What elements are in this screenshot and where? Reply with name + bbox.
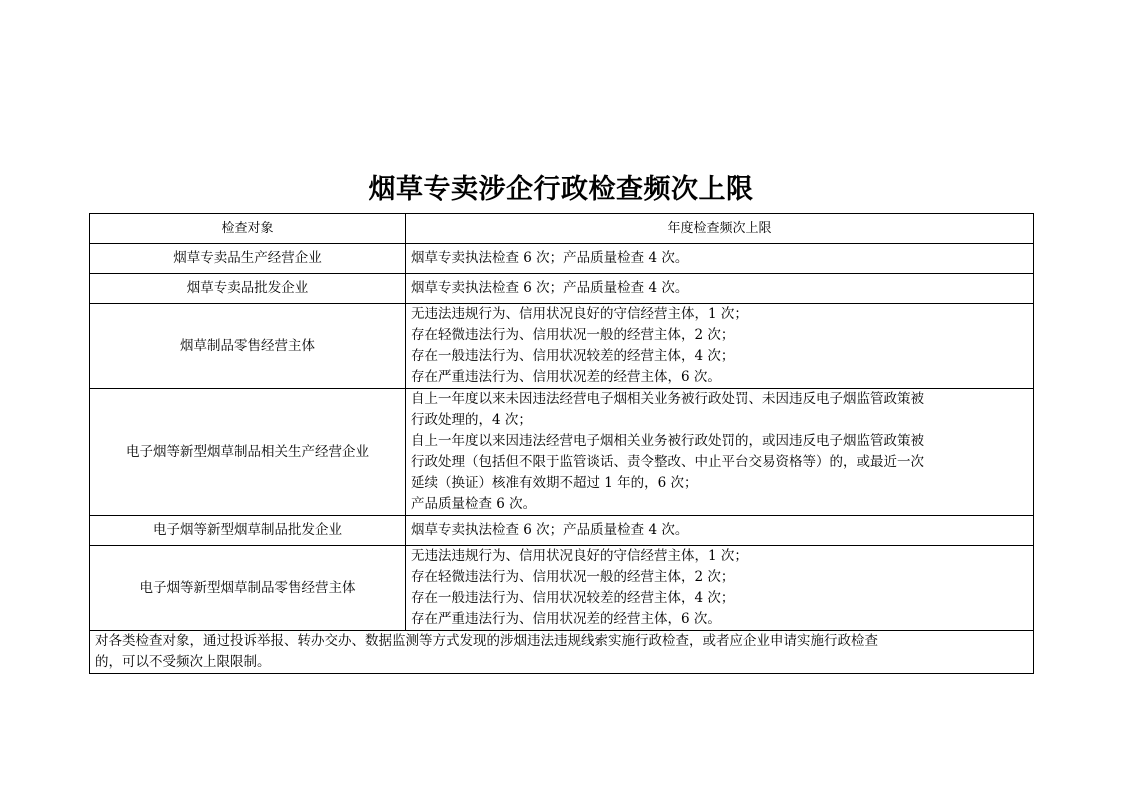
table-header-row (90, 214, 1034, 244)
limit-line: 自上一年度以来因违法经营电子烟相关业务被行政处罚的，或因违反电子烟监管政策被 (411, 433, 924, 449)
limit-line: 自上一年度以来未因违法经营电子烟相关业务被行政处罚、未因违反电子烟监管政策被 (411, 391, 924, 407)
limit-line: 烟草专卖执法检查 6 次；产品质量检查 4 次。 (411, 280, 689, 296)
table-row (90, 516, 1034, 546)
table-row (90, 274, 1034, 304)
row-object-cell: 电子烟等新型烟草制品批发企业 (90, 516, 406, 546)
inspection-frequency-table (89, 213, 1034, 674)
column-header-object: 检查对象 (90, 214, 406, 244)
table-note (90, 631, 1034, 674)
limit-line: 存在轻微违法行为、信用状况一般的经营主体，2 次； (411, 569, 735, 585)
row-limit-cell (406, 389, 1034, 516)
limit-line: 存在一般违法行为、信用状况较差的经营主体，4 次； (411, 590, 735, 606)
row-object-cell: 烟草专卖品批发企业 (90, 274, 406, 304)
column-header-limit: 年度检查频次上限 (406, 214, 1034, 244)
row-limit-cell (406, 244, 1034, 274)
limit-line: 烟草专卖执法检查 6 次；产品质量检查 4 次。 (411, 250, 689, 266)
note-line: 对各类检查对象，通过投诉举报、转办交办、数据监测等方式发现的涉烟违法违规线索实施行政检查，或者应企业申请实施行政检查 (95, 633, 878, 649)
table-note-row (90, 631, 1034, 674)
limit-line: 存在严重违法行为、信用状况差的经营主体，6 次。 (411, 611, 721, 627)
table-row (90, 389, 1034, 516)
limit-line: 行政处理的，4 次； (411, 412, 532, 428)
row-object-cell: 电子烟等新型烟草制品零售经营主体 (90, 546, 406, 631)
limit-line: 延续（换证）核准有效期不超过 1 年的，6 次； (411, 475, 698, 491)
table-row (90, 546, 1034, 631)
row-limit-cell (406, 546, 1034, 631)
row-limit-cell (406, 274, 1034, 304)
limit-line: 存在严重违法行为、信用状况差的经营主体，6 次。 (411, 369, 721, 385)
note-line: 的，可以不受频次上限限制。 (95, 654, 271, 670)
limit-line: 无违法违规行为、信用状况良好的守信经营主体，1 次； (411, 548, 748, 564)
limit-line: 产品质量检查 6 次。 (411, 496, 537, 512)
row-limit-cell (406, 304, 1034, 389)
table-row (90, 304, 1034, 389)
page-title: 烟草专卖涉企行政检查频次上限 (368, 174, 754, 205)
row-object-cell: 烟草专卖品生产经营企业 (90, 244, 406, 274)
limit-line: 烟草专卖执法检查 6 次；产品质量检查 4 次。 (411, 522, 689, 538)
row-object-cell: 电子烟等新型烟草制品相关生产经营企业 (90, 389, 406, 516)
limit-line: 无违法违规行为、信用状况良好的守信经营主体，1 次； (411, 306, 748, 322)
limit-line: 存在轻微违法行为、信用状况一般的经营主体，2 次； (411, 327, 735, 343)
limit-line: 行政处理（包括但不限于监管谈话、责令整改、中止平台交易资格等）的，或最近一次 (411, 454, 924, 470)
table-row (90, 244, 1034, 274)
limit-line: 存在一般违法行为、信用状况较差的经营主体，4 次； (411, 348, 735, 364)
row-object-cell: 烟草制品零售经营主体 (90, 304, 406, 389)
row-limit-cell (406, 516, 1034, 546)
